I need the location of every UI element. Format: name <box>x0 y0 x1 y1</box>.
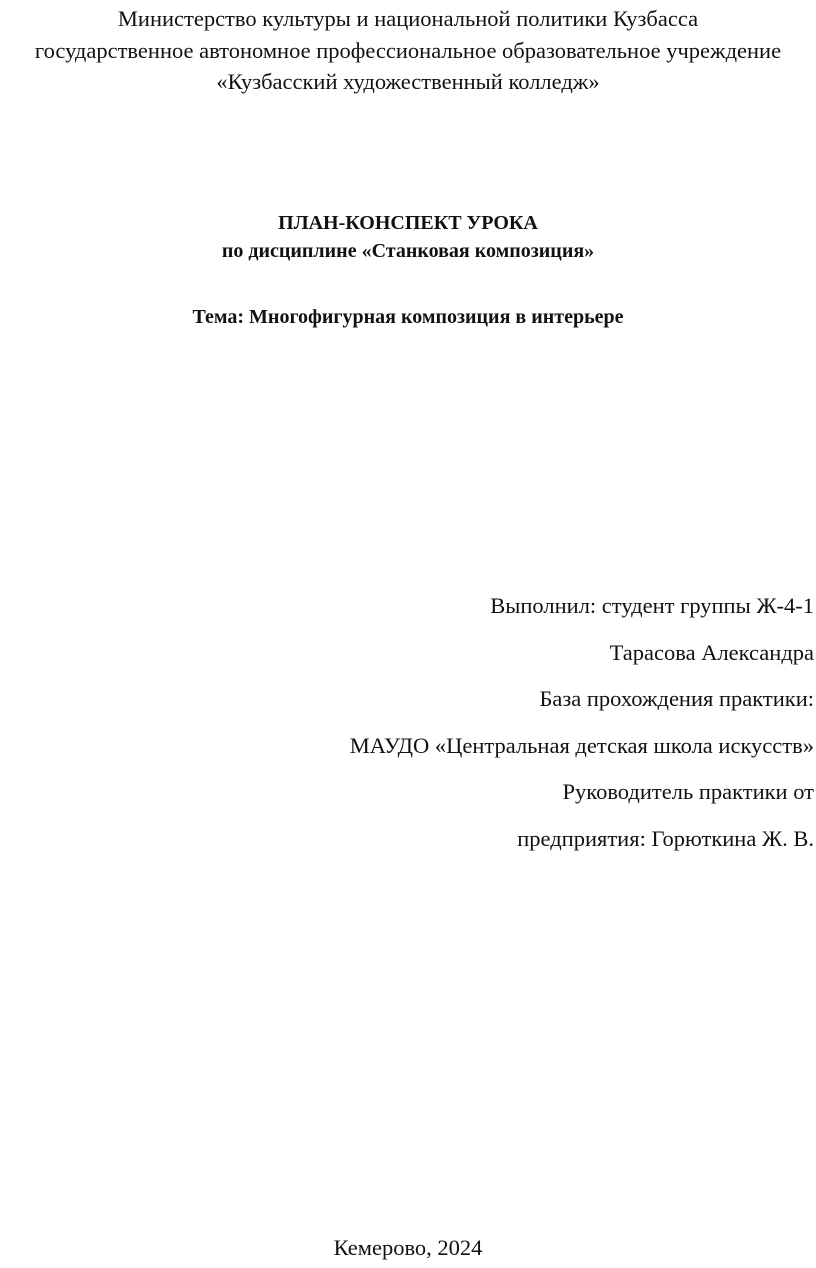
lesson-topic: Тема: Многофигурная композиция в интерьере <box>192 306 624 328</box>
document-title: ПЛАН-КОНСПЕКТ УРОКА <box>278 212 538 234</box>
discipline-title: по дисциплине «Станковая композиция» <box>221 240 595 262</box>
institution-name: «Кузбасский художественный колледж» <box>216 69 600 94</box>
performed-by: Выполнил: студент группы Ж-4-1 <box>490 593 814 618</box>
supervisor-label: Руководитель практики от <box>562 779 814 804</box>
practice-base: МАУДО «Центральная детская школа искусств» <box>349 732 814 758</box>
author-info <box>350 592 814 871</box>
ministry-name: Министерство культуры и национальной политики Кузбасса <box>117 6 699 31</box>
title-block <box>0 209 816 265</box>
institution-type: государственное автономное профессиональное образовательное учреждение <box>34 37 782 63</box>
city-year: Кемерово, 2024 <box>333 1235 483 1260</box>
student-name: Тарасова Александра <box>609 639 814 665</box>
institution-header <box>0 3 816 98</box>
practice-base-label: База прохождения практики: <box>539 686 814 711</box>
supervisor-name: предприятия: Горюткина Ж. В. <box>517 825 814 851</box>
